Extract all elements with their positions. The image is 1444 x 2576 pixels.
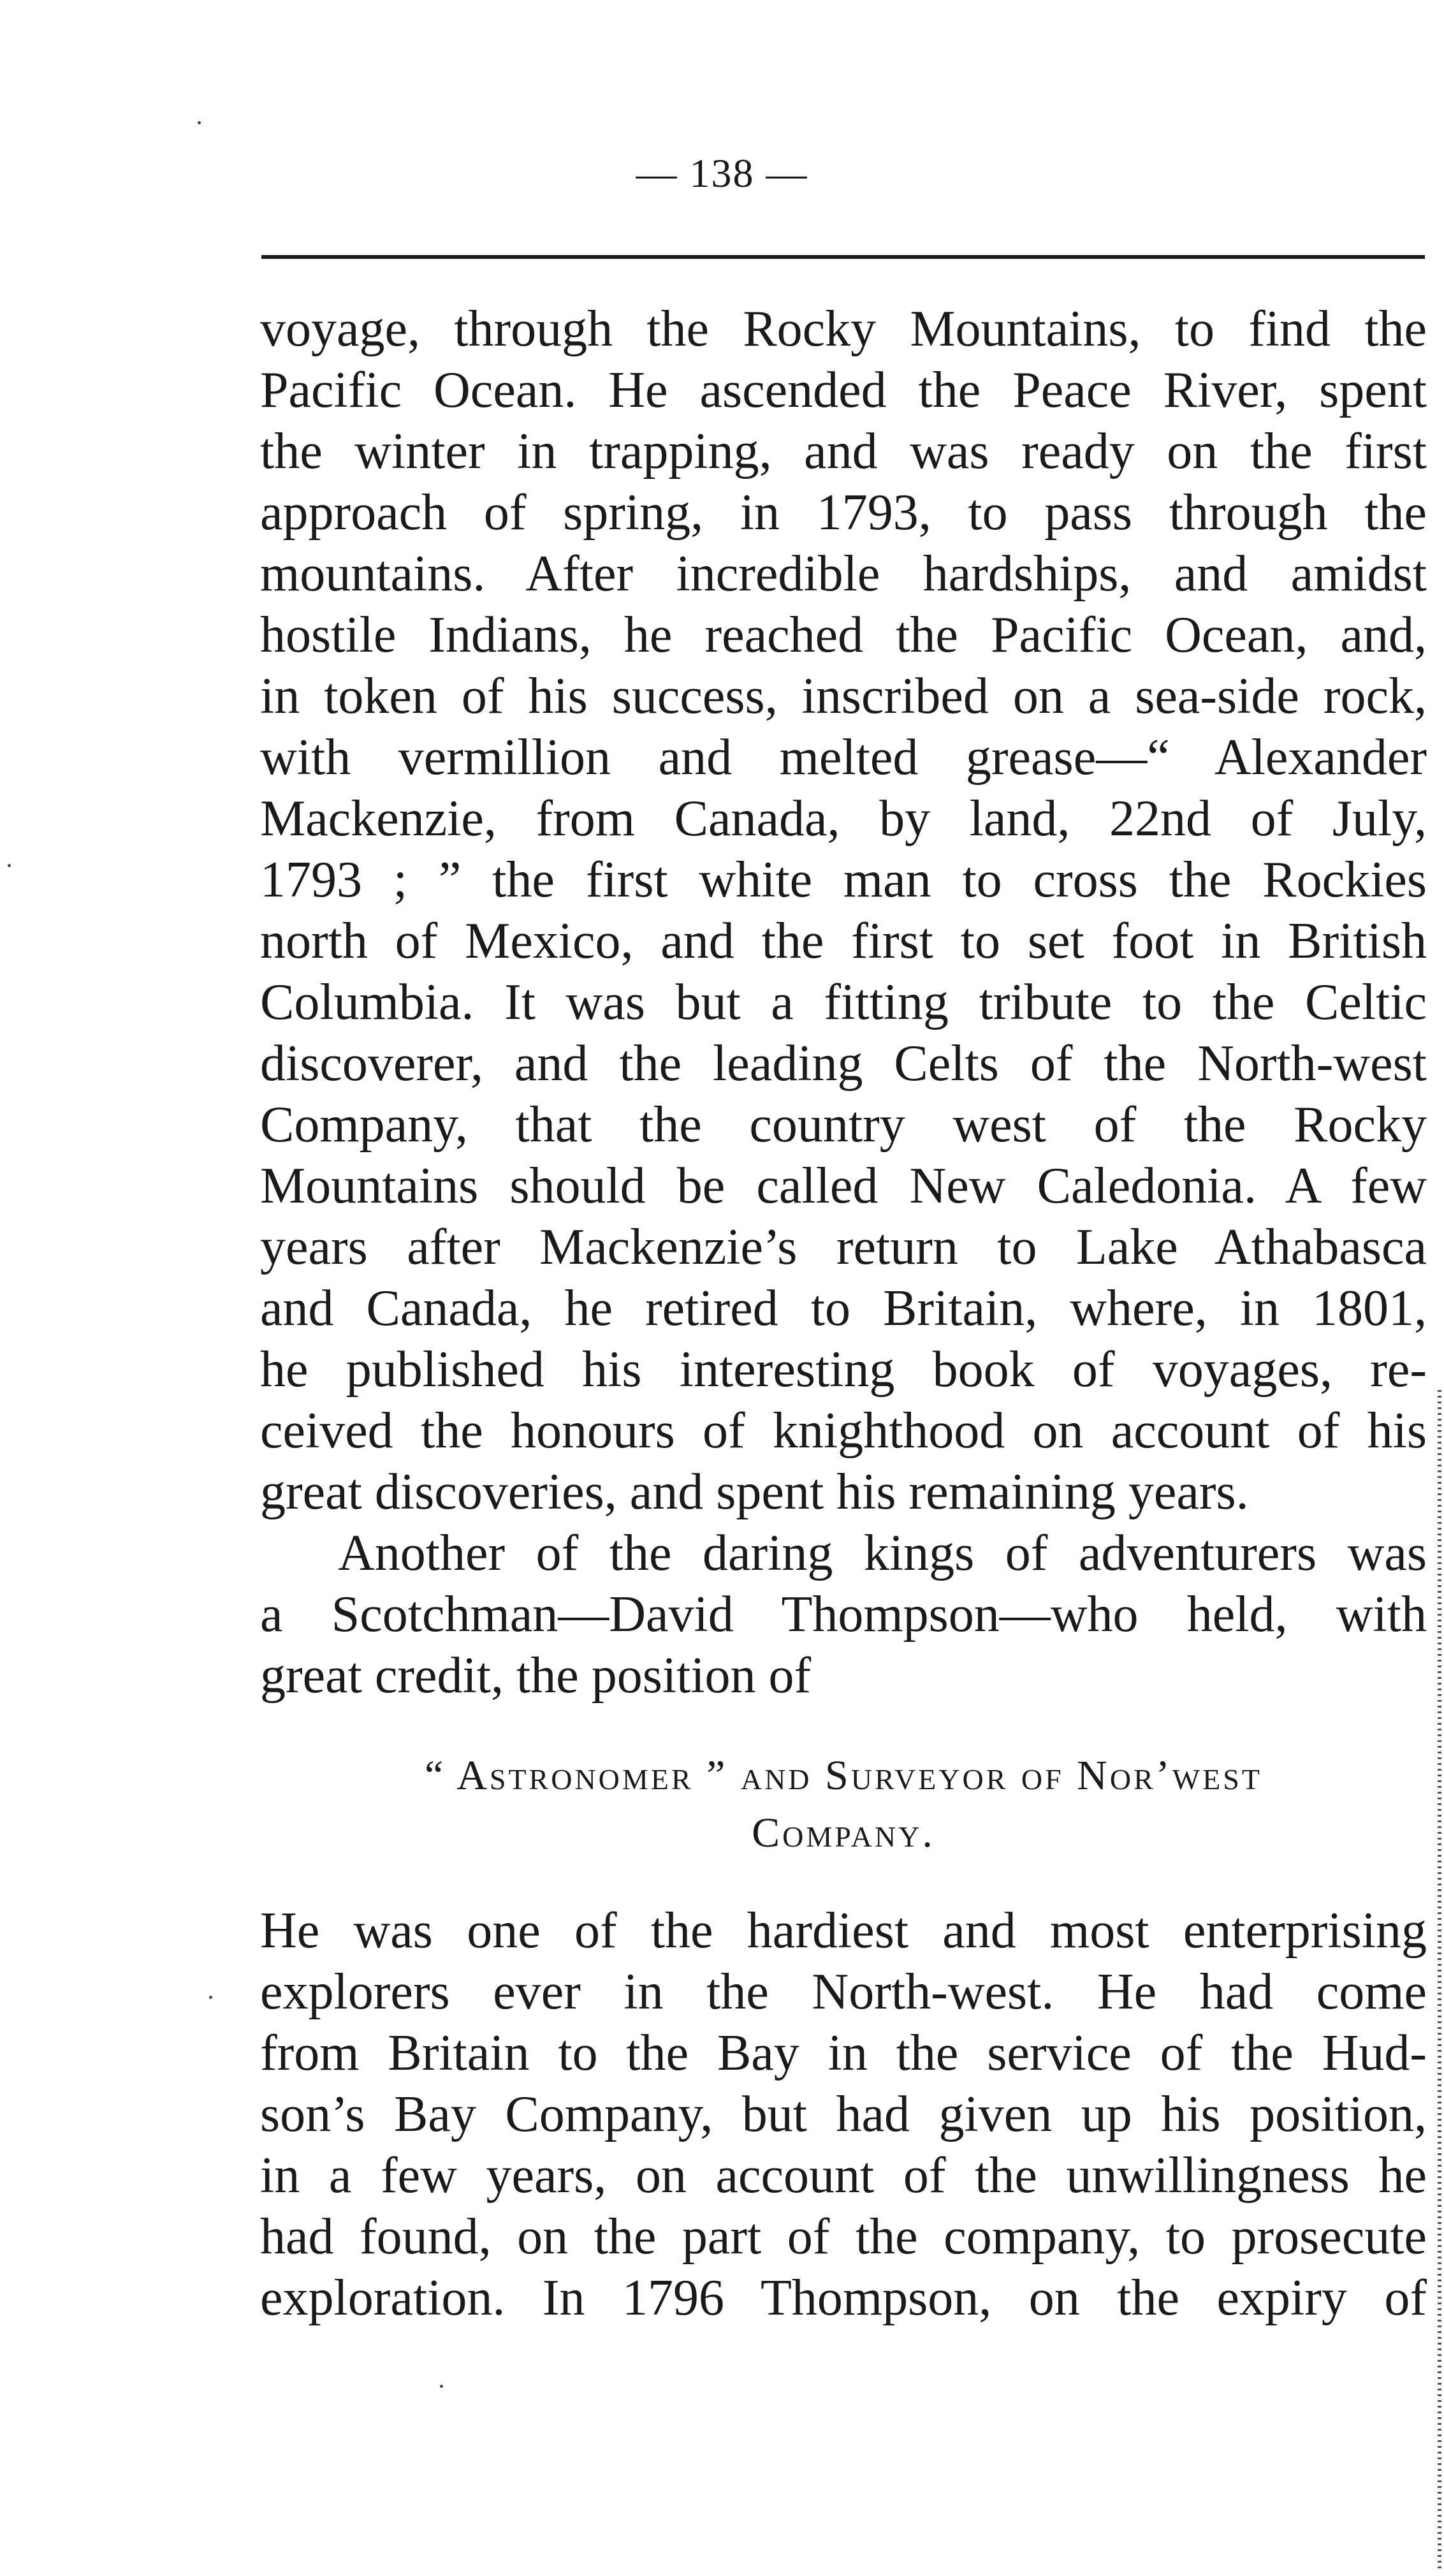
text-line: he published his interesting book of voyages, re-: [260, 1342, 1427, 1398]
text-line: explorers ever in the North-west. He had come: [260, 1964, 1427, 2020]
text-line: north of Mexico, and the first to set foot in British: [260, 913, 1427, 969]
page-number: — 138 —: [636, 150, 808, 196]
text-line: from Britain to the Bay in the service of the Hud-: [260, 2025, 1427, 2081]
text-line: in token of his success, inscribed on a sea-side rock,: [260, 668, 1427, 724]
text-line: ceived the honours of knighthood on account of his: [260, 1403, 1427, 1459]
text-line: in a few years, on account of the unwillingness he: [260, 2148, 1427, 2204]
header-rule: [261, 255, 1425, 259]
text-line: and Canada, he retired to Britain, where, in 1801,: [260, 1280, 1427, 1336]
text-line: great discoveries, and spent his remaining years.: [260, 1464, 1249, 1520]
text-line: hostile Indians, he reached the Pacific Ocean, and,: [260, 607, 1427, 663]
paper-speck: [8, 864, 11, 867]
text-line: son’s Bay Company, but had given up his position,: [260, 2086, 1427, 2142]
text-line: Columbia. It was but a fitting tribute to the Celtic: [260, 974, 1427, 1030]
text-line: He was one of the hardiest and most enterprising: [260, 1903, 1427, 1959]
text-line: years after Mackenzie’s return to Lake Athabasca: [260, 1219, 1427, 1275]
page-edge-mark: [1438, 1390, 1441, 2570]
text-line: 1793 ; ” the first white man to cross the Rockies: [260, 852, 1427, 908]
section-heading-continued: Company.: [752, 1810, 935, 1856]
text-line: great credit, the position of: [260, 1648, 812, 1704]
text-line: discoverer, and the leading Celts of the North-west: [260, 1036, 1427, 1092]
text-line: Mountains should be called New Caledonia. A few: [260, 1158, 1427, 1214]
text-line: Pacific Ocean. He ascended the Peace River, spent: [260, 362, 1427, 418]
text-line: Company, that the country west of the Rocky: [260, 1097, 1427, 1153]
text-line: mountains. After incredible hardships, and amidst: [260, 546, 1427, 602]
text-line: a Scotchman—David Thompson—who held, with: [260, 1586, 1427, 1643]
text-line: the winter in trapping, and was ready on the first: [260, 423, 1427, 479]
paper-speck: [198, 121, 201, 124]
text-line: approach of spring, in 1793, to pass through the: [260, 485, 1427, 541]
paper-speck: [209, 1996, 212, 1999]
section-heading: “ Astronomer ” and Surveyor of Nor’west: [425, 1752, 1262, 1799]
text-line: Mackenzie, from Canada, by land, 22nd of July,: [260, 791, 1427, 847]
text-line: exploration. In 1796 Thompson, on the expiry of: [260, 2270, 1427, 2326]
text-line: with vermillion and melted grease—“ Alexander: [260, 729, 1427, 786]
text-line: voyage, through the Rocky Mountains, to find the: [260, 301, 1427, 357]
text-line: Another of the daring kings of adventurers was: [338, 1525, 1427, 1581]
text-line: had found, on the part of the company, to prosecute: [260, 2209, 1427, 2265]
paper-speck: [440, 2385, 443, 2388]
